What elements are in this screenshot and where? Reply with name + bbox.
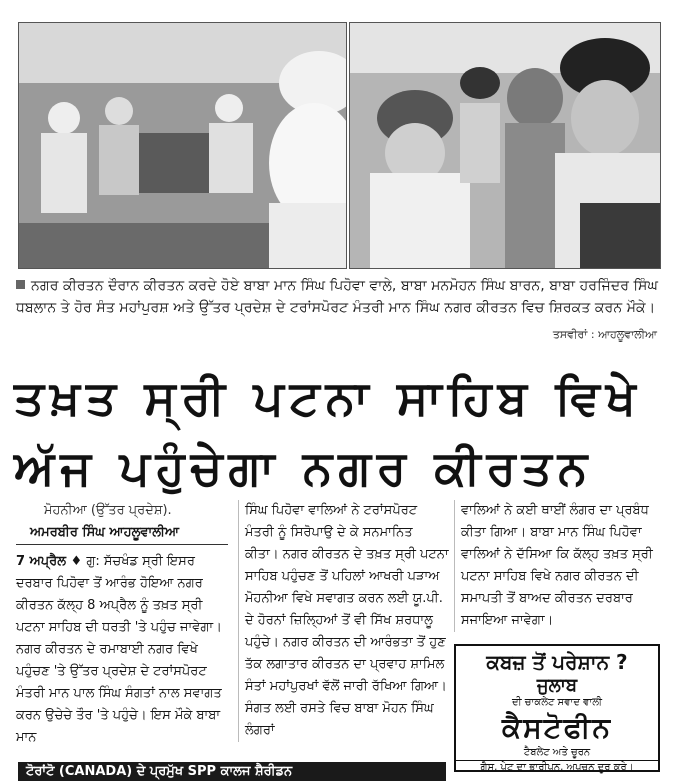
ad-brand-name: ਕੈਸਟੋਫੀਨ [502,711,612,744]
headline-line-2: ਅੱਜ ਪਹੁੰਚੇਗਾ ਨਗਰ ਕੀਰਤਨ [14,441,594,496]
ad-headline: ਕਬਜ਼ ਤੋਂ ਪਰੇਸ਼ਾਨ ? [486,650,628,674]
caption-text: ਨਗਰ ਕੀਰਤਨ ਦੌਰਾਨ ਕੀਰਤਨ ਕਰਦੇ ਹੋਏ ਬਾਬਾ ਮਾਨ ਸਿੰਘ ਪਿਹੋਵਾ ਵਾਲੇ, ਬਾਬਾ ਮਨਮੋਹਨ ਸਿੰਘ ਬਾਰਨ, ਬਾਬਾ ਹਰਜਿੰਦਰ ਸਿੰਘ ਧਬਲਾਨ ਤੇ ਹੋਰ ਸੰਤ ਮਹਾਂਪੁਰਸ਼ ਅਤੇ ਉੱਤਰ ਪ੍ਰਦੇਸ਼ ਦੇ ਟਰਾਂਸਪੋਰਟ ਮੰਤਰੀ ਮਾਨ ਸਿੰਘ ਨਗਰ ਕੀਰਤਨ ਵਿਚ ਸ਼ਿਰਕਤ ਕਰਨ ਮੌਕੇ। [16,278,658,316]
photo-honouring [349,22,661,269]
headline-line-1: ਤਖ਼ਤ ਸ੍ਰੀ ਪਟਨਾ ਸਾਹਿਬ ਵਿਖੇ [14,371,642,426]
byline: ਅਮਰਬੀਰ ਸਿੰਘ ਆਹਲੂਵਾਲੀਆ [16,522,228,545]
photo-credit: ਤਸਵੀਰਾਂ : ਆਹਲੂਵਾਲੀਆ [552,328,657,341]
article-column-1 [16,500,228,749]
ad-subheadline: ਜੁਲਾਬ [536,675,578,696]
advertisement-box [454,644,660,772]
column-3-text: ਵਾਲਿਆਂ ਨੇ ਕਈ ਥਾਈਂ ਲੰਗਰ ਦਾ ਪ੍ਰਬੰਧ ਕੀਤਾ ਗਿਆ। ਬਾਬਾ ਮਾਨ ਸਿੰਘ ਪਿਹੋਵਾ ਵਾਲਿਆਂ ਨੇ ਦੱਸਿਆ ਕਿ ਕੱਲ੍ਹ ਤਖ਼ਤ ਸ੍ਰੀ ਪਟਨਾ ਸਾਹਿਬ ਵਿਖੇ ਨਗਰ ਕੀਰਤਨ ਦੀ ਸਮਾਪਤੀ ਤੋਂ ਬਾਅਦ ਕੀਰਤਨ ਦਰਬਾਰ ਸਜਾਇਆ ਜਾਵੇਗਾ। [461,503,653,628]
article-column-2 [238,500,449,742]
ad-product-type: ਟੈਬਲੇਟ ਅਤੇ ਚੂਰਨ [523,747,591,758]
column-2-text: ਸਿੰਘ ਪਿਹੋਵਾ ਵਾਲਿਆਂ ਨੇ ਟਰਾਂਸਪੋਰਟ ਮੰਤਰੀ ਨੂੰ ਸਿਰੋਪਾਉ ਦੇ ਕੇ ਸਨਮਾਨਿਤ ਕੀਤਾ। ਨਗਰ ਕੀਰਤਨ ਦੇ ਤਖ਼ਤ ਸ੍ਰੀ ਪਟਨਾ ਸਾਹਿਬ ਪਹੁੰਚਣ ਤੋਂ ਪਹਿਲਾਂ ਆਖਰੀ ਪੜਾਅ ਮੋਹਨੀਆ ਵਿਖੇ ਸਵਾਗਤ ਕਰਨ ਲਈ ਯੂ.ਪੀ. ਦੇ ਹੋਰਨਾਂ ਜ਼ਿਲ੍ਹਿਆਂ ਤੋਂ ਵੀ ਸਿੱਖ ਸ਼ਰਧਾਲੂ ਪਹੁੰਚੇ। ਨਗਰ ਕੀਰਤਨ ਦੀ ਆਰੰਭਤਾ ਤੋਂ ਹੁਣ ਤੱਕ ਲਗਾਤਾਰ ਕੀਰਤਨ ਦਾ ਪ੍ਰਵਾਹ ਸ਼ਾਮਿਲ ਸੰਤਾਂ ਮਹਾਂਪੁਰਖਾਂ ਵੱਲੋਂ ਜਾਰੀ ਰੱਖਿਆ ਗਿਆ। ਸੰਗਤ ਲਈ ਰਸਤੇ ਵਿਚ ਬਾਬਾ ਮੋਹਨ ਸਿੰਘ ਲੰਗਰਾਂ [245,503,449,738]
column-1-text: ਗੁ: ਸੱਚਖੰਡ ਸ੍ਰੀ ਇਸਰ ਦਰਬਾਰ ਪਿਹੋਵਾ ਤੋਂ ਆਰੰਭ ਹੋਇਆ ਨਗਰ ਕੀਰਤਨ ਕੱਲ੍ਹ 8 ਅਪ੍ਰੈਲ ਨੂੰ ਤਖ਼ਤ ਸ੍ਰੀ ਪਟਨਾ ਸਾਹਿਬ ਦੀ ਧਰਤੀ 'ਤੇ ਪਹੁੰਚ ਜਾਵੇਗਾ। ਨਗਰ ਕੀਰਤਨ ਦੇ ਰਮਾਬਾਈ ਨਗਰ ਵਿਖੇ ਪਹੁੰਚਣ 'ਤੇ ਉੱਤਰ ਪ੍ਰਦੇਸ਼ ਦੇ ਟਰਾਂਸਪੋਰਟ ਮੰਤਰੀ ਮਾਨ ਪਾਲ ਸਿੰਘ ਸੰਗਤਾਂ ਨਾਲ ਸਵਾਗਤ ਕਰਨ ਉਚੇਚੇ ਤੌਰ 'ਤੇ ਪਹੁੰਚੇ। ਇਸ ਮੌਕੇ ਬਾਬਾ ਮਾਨ [16,554,222,745]
photo-caption [16,275,662,319]
dateline: ਮੋਹਨੀਆ (ਉੱਤਰ ਪ੍ਰਦੇਸ਼). [44,503,172,518]
photo-kirtan [18,22,347,269]
ad-tagline: ਦੀ ਚਾਕਲੇਟ ਸਵਾਦ ਵਾਲੀ [511,697,603,708]
caption-bullet-icon [16,280,25,289]
bottom-banner: ਟੋਰਾਂਟੋ (CANADA) ਦੇ ਪ੍ਰਮੁੱਖ SPP ਕਾਲਜ ਸ਼ੈਰੀਡਨ [18,762,446,781]
ad-benefits: ਗੈਸ, ਪੇਟ ਦਾ ਭਾਰੀਪਨ, ਅਪਚਨ ਦੂਰ ਕਰੇ। [456,760,658,774]
article-column-3 [454,500,666,632]
lead-date: 7 ਅਪ੍ਰੈਲ ♦ [16,554,83,569]
